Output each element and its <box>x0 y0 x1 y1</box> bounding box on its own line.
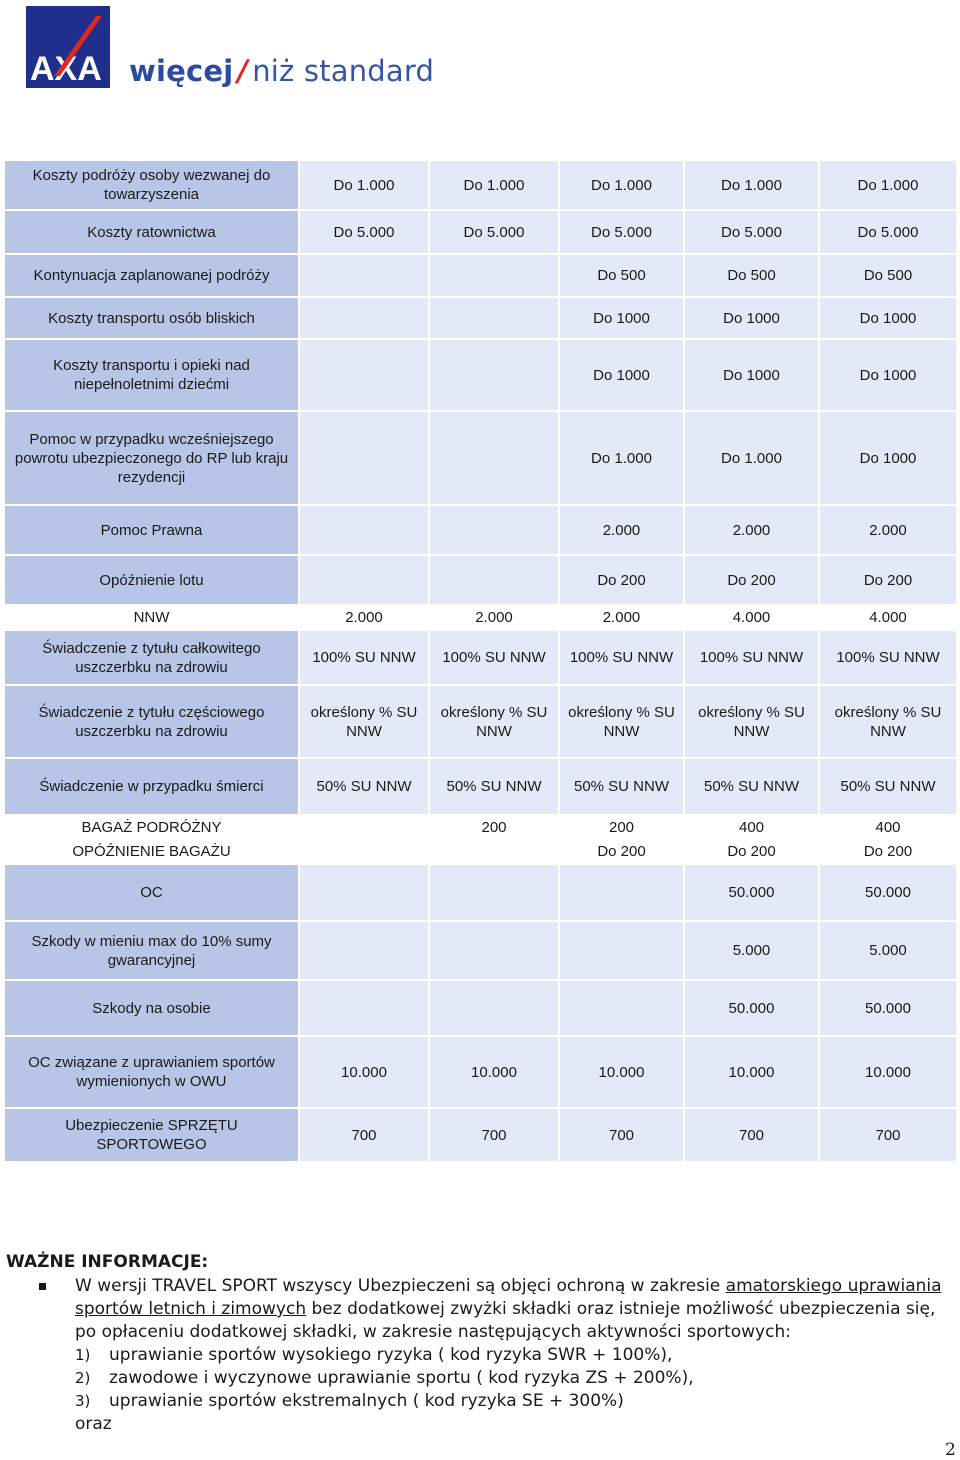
row-value <box>300 298 430 340</box>
row-value: 50% SU NNW <box>820 759 958 816</box>
row-value: 700 <box>560 1109 685 1163</box>
row-label: Koszty transportu osób bliskich <box>5 298 300 340</box>
row-value: 700 <box>685 1109 820 1163</box>
row-value <box>300 816 430 840</box>
row-value: Do 1000 <box>820 412 958 506</box>
info-underlined: amatorskiego uprawiania sportów letnich i zimowych <box>75 1276 942 1319</box>
row-value: 2.000 <box>430 606 560 631</box>
row-value: określony % SU NNW <box>685 686 820 759</box>
row-value: 10.000 <box>430 1037 560 1109</box>
row-value: 200 <box>560 816 685 840</box>
row-value: Do 1.000 <box>685 412 820 506</box>
row-value: Do 1.000 <box>300 161 430 211</box>
table-row <box>5 1109 958 1163</box>
row-value: Do 500 <box>560 255 685 298</box>
row-value: Do 1000 <box>560 298 685 340</box>
table-row <box>5 1037 958 1109</box>
list-number: 3) <box>75 1392 91 1410</box>
row-value: 100% SU NNW <box>685 631 820 686</box>
row-value: Do 1.000 <box>560 161 685 211</box>
row-value <box>430 506 560 556</box>
row-value: 100% SU NNW <box>820 631 958 686</box>
row-value: 400 <box>820 816 958 840</box>
row-value: 4.000 <box>820 606 958 631</box>
row-value: 4.000 <box>685 606 820 631</box>
row-value: Do 200 <box>560 840 685 865</box>
row-value <box>560 981 685 1037</box>
row-value: Do 1.000 <box>685 161 820 211</box>
row-value <box>430 865 560 922</box>
row-value: 100% SU NNW <box>300 631 430 686</box>
tagline <box>129 54 434 88</box>
list-item <box>75 1344 958 1367</box>
list-item <box>75 1390 958 1413</box>
row-value: Do 1.000 <box>430 161 560 211</box>
info-text-2: bez dodatkowej zwyżki składki oraz istnieje możliwość ubezpieczenia się, po opłaceniu dodatkowej składki, w zakresie następujących aktywności sportowych: <box>75 1299 936 1342</box>
row-value: Do 5.000 <box>430 211 560 255</box>
row-label: NNW <box>5 606 300 631</box>
row-value: 50% SU NNW <box>685 759 820 816</box>
tagline-rest: niż standard <box>252 54 435 88</box>
row-value: 10.000 <box>300 1037 430 1109</box>
table-row <box>5 606 958 631</box>
row-value: Do 200 <box>685 556 820 606</box>
row-value: Do 1.000 <box>820 161 958 211</box>
axa-logo-icon <box>26 6 110 88</box>
row-value <box>300 865 430 922</box>
info-text-1: W wersji TRAVEL SPORT wszyscy Ubezpieczeni są objęci ochroną w zakresie <box>75 1276 726 1296</box>
axa-logo-text: AXA <box>30 50 102 88</box>
list-number: 2) <box>75 1369 91 1387</box>
row-value: 100% SU NNW <box>560 631 685 686</box>
row-value <box>300 412 430 506</box>
row-value: 50.000 <box>820 981 958 1037</box>
row-value <box>430 255 560 298</box>
header-logo <box>26 6 446 96</box>
row-label: BAGAŻ PODRÓŻNY <box>5 816 300 840</box>
row-label: OPÓŹNIENIE BAGAŻU <box>5 840 300 865</box>
row-value: 2.000 <box>300 606 430 631</box>
row-value <box>300 840 430 865</box>
row-value <box>430 981 560 1037</box>
row-value: 50% SU NNW <box>560 759 685 816</box>
row-value: określony % SU NNW <box>820 686 958 759</box>
row-value: Do 1000 <box>820 340 958 412</box>
row-value <box>430 922 560 981</box>
row-label: Pomoc w przypadku wcześniejszego powrotu ubezpieczonego do RP lub kraju rezydencji <box>5 412 300 506</box>
row-value: określony % SU NNW <box>560 686 685 759</box>
row-value <box>300 922 430 981</box>
square-bullet-icon <box>39 1283 46 1290</box>
row-value <box>300 506 430 556</box>
row-value <box>560 922 685 981</box>
table-row <box>5 922 958 981</box>
row-label: Koszty podróży osoby wezwanej do towarzyszenia <box>5 161 300 211</box>
row-value: Do 500 <box>820 255 958 298</box>
table-row <box>5 759 958 816</box>
row-value: Do 1000 <box>685 340 820 412</box>
row-value: Do 200 <box>685 840 820 865</box>
row-value: 2.000 <box>820 506 958 556</box>
row-value <box>300 340 430 412</box>
table-row <box>5 340 958 412</box>
row-value: 100% SU NNW <box>430 631 560 686</box>
row-label: OC <box>5 865 300 922</box>
row-label: Szkody w mieniu max do 10% sumy gwarancyjnej <box>5 922 300 981</box>
row-value: 50.000 <box>685 981 820 1037</box>
table-row <box>5 865 958 922</box>
list-text: uprawianie sportów wysokiego ryzyka ( kod ryzyka SWR + 100%), <box>109 1345 673 1365</box>
row-value: 2.000 <box>560 606 685 631</box>
row-value: Do 5.000 <box>820 211 958 255</box>
row-label: Szkody na osobie <box>5 981 300 1037</box>
table-row <box>5 506 958 556</box>
row-value: 200 <box>430 816 560 840</box>
table-row <box>5 298 958 340</box>
row-label: Świadczenie z tytułu całkowitego uszczerbku na zdrowiu <box>5 631 300 686</box>
row-value: 2.000 <box>685 506 820 556</box>
row-value: określony % SU NNW <box>430 686 560 759</box>
info-paragraph <box>75 1276 942 1342</box>
table-row <box>5 556 958 606</box>
table-row <box>5 211 958 255</box>
row-label: Ubezpieczenie SPRZĘTU SPORTOWEGO <box>5 1109 300 1163</box>
page-number: 2 <box>945 1440 956 1460</box>
row-value: 400 <box>685 816 820 840</box>
list-text: uprawianie sportów ekstremalnych ( kod ryzyka SE + 300%) <box>109 1391 624 1411</box>
row-value: Do 200 <box>820 556 958 606</box>
row-value <box>430 340 560 412</box>
info-bullet <box>6 1275 958 1436</box>
row-label: Pomoc Prawna <box>5 506 300 556</box>
row-value <box>430 840 560 865</box>
benefits-table <box>5 161 958 1163</box>
row-value: 5.000 <box>685 922 820 981</box>
row-value: 10.000 <box>820 1037 958 1109</box>
row-label: Kontynuacja zaplanowanej podróży <box>5 255 300 298</box>
row-value <box>300 255 430 298</box>
row-value <box>300 981 430 1037</box>
table-row <box>5 161 958 211</box>
row-value: 50.000 <box>820 865 958 922</box>
row-value <box>300 556 430 606</box>
row-value <box>430 298 560 340</box>
row-value: Do 500 <box>685 255 820 298</box>
row-value: 50% SU NNW <box>300 759 430 816</box>
row-value: Do 5.000 <box>300 211 430 255</box>
table-row <box>5 412 958 506</box>
row-label: Koszty ratownictwa <box>5 211 300 255</box>
row-value: 2.000 <box>560 506 685 556</box>
row-value <box>560 865 685 922</box>
row-value: 10.000 <box>560 1037 685 1109</box>
row-value: 700 <box>820 1109 958 1163</box>
row-value: 5.000 <box>820 922 958 981</box>
row-value: Do 5.000 <box>560 211 685 255</box>
important-info <box>6 1251 958 1436</box>
row-value: 700 <box>430 1109 560 1163</box>
table-row <box>5 840 958 865</box>
tagline-bold: więcej <box>129 54 234 88</box>
info-tail: oraz <box>75 1414 112 1434</box>
table-row <box>5 981 958 1037</box>
list-text: zawodowe i wyczynowe uprawianie sportu ( kod ryzyka ZS + 200%), <box>109 1368 694 1388</box>
tagline-slash: / <box>237 54 249 88</box>
table-row <box>5 255 958 298</box>
row-label: OC związane z uprawianiem sportów wymienionych w OWU <box>5 1037 300 1109</box>
row-label: Koszty transportu i opieki nad niepełnoletnimi dziećmi <box>5 340 300 412</box>
list-number: 1) <box>75 1346 91 1364</box>
info-title: WAŻNE INFORMACJE: <box>6 1252 209 1272</box>
row-value: Do 5.000 <box>685 211 820 255</box>
row-label: Świadczenie w przypadku śmierci <box>5 759 300 816</box>
row-value: Do 1.000 <box>560 412 685 506</box>
list-item <box>75 1367 958 1390</box>
row-value: Do 200 <box>560 556 685 606</box>
row-label: Opóźnienie lotu <box>5 556 300 606</box>
row-value <box>430 556 560 606</box>
row-value: Do 1000 <box>820 298 958 340</box>
row-value: Do 200 <box>820 840 958 865</box>
row-value: 10.000 <box>685 1037 820 1109</box>
row-value: 50% SU NNW <box>430 759 560 816</box>
row-value: 700 <box>300 1109 430 1163</box>
row-value: 50.000 <box>685 865 820 922</box>
table-row <box>5 686 958 759</box>
row-value: określony % SU NNW <box>300 686 430 759</box>
row-value: Do 1000 <box>560 340 685 412</box>
row-label: Świadczenie z tytułu częściowego uszczerbku na zdrowiu <box>5 686 300 759</box>
row-value <box>430 412 560 506</box>
table-row <box>5 816 958 840</box>
table-row <box>5 631 958 686</box>
row-value: Do 1000 <box>685 298 820 340</box>
axa-logo <box>26 6 110 88</box>
